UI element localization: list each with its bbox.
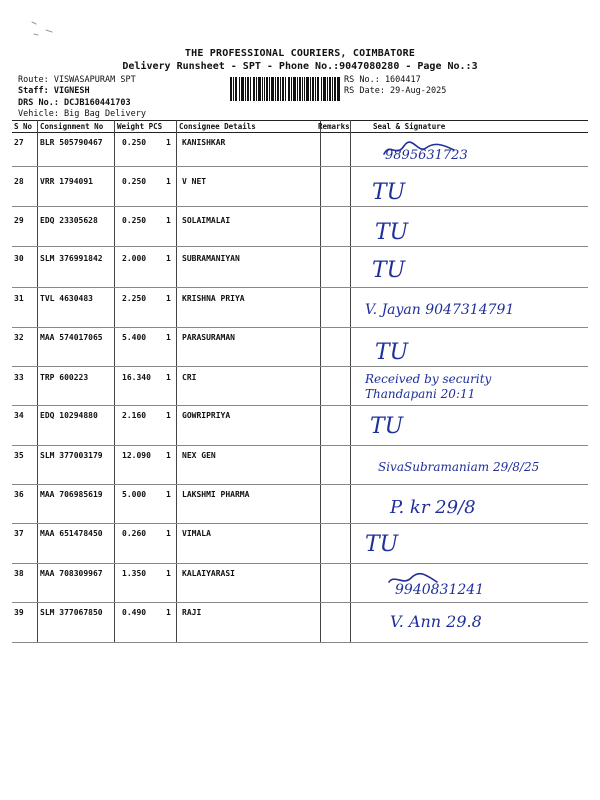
row-consignee: NEX GEN bbox=[182, 451, 216, 460]
signature-row-36: P. kr 29/8 bbox=[390, 497, 476, 518]
signature-scribble-icon bbox=[385, 570, 445, 588]
signature-row-32: TU bbox=[375, 340, 409, 365]
company-title: THE PROFESSIONAL COURIERS, COIMBATORE bbox=[184, 48, 416, 59]
row-separator bbox=[12, 287, 588, 288]
row-pcs: 1 bbox=[166, 294, 171, 303]
row-consignee: KRISHNA PRIYA bbox=[182, 294, 245, 303]
row-consignment: TRP 600223 bbox=[40, 373, 89, 382]
row-weight: 0.250 bbox=[122, 216, 147, 225]
row-separator bbox=[12, 642, 588, 643]
row-sno: 36 bbox=[14, 490, 24, 499]
col-header-sno: S No bbox=[14, 122, 33, 131]
row-weight: 0.490 bbox=[122, 608, 147, 617]
table-header-border bbox=[12, 132, 588, 133]
row-weight: 0.250 bbox=[122, 138, 147, 147]
row-weight: 0.260 bbox=[122, 529, 147, 538]
row-separator bbox=[12, 602, 588, 603]
row-weight: 5.400 bbox=[122, 333, 147, 342]
row-pcs: 1 bbox=[166, 254, 171, 263]
row-consignment: MAA 708309967 bbox=[40, 569, 103, 578]
row-separator bbox=[12, 445, 588, 446]
row-sno: 37 bbox=[14, 529, 24, 538]
row-sno: 31 bbox=[14, 294, 24, 303]
scan-artifact-icon bbox=[28, 18, 58, 40]
row-consignee: RAJI bbox=[182, 608, 202, 617]
route-label: Route: VISWASAPURAM SPT bbox=[18, 75, 136, 85]
row-pcs: 1 bbox=[166, 529, 171, 538]
row-consignment: MAA 651478450 bbox=[40, 529, 103, 538]
row-sno: 32 bbox=[14, 333, 24, 342]
row-consignee: SUBRAMANIYAN bbox=[182, 254, 240, 263]
row-pcs: 1 bbox=[166, 608, 171, 617]
row-separator bbox=[12, 206, 588, 207]
row-weight: 2.160 bbox=[122, 411, 147, 420]
row-separator bbox=[12, 484, 588, 485]
row-consignment: VRR 1794091 bbox=[40, 177, 93, 186]
row-separator bbox=[12, 523, 588, 524]
row-sno: 39 bbox=[14, 608, 24, 617]
col-header-consignment: Consignment No bbox=[40, 122, 104, 131]
row-separator bbox=[12, 166, 588, 167]
row-consignment: BLR 505790467 bbox=[40, 138, 103, 147]
signature-row-38: 9940831241 bbox=[395, 582, 485, 598]
staff-label: Staff: VIGNESH bbox=[18, 86, 90, 96]
row-consignment: MAA 574017065 bbox=[40, 333, 103, 342]
row-consignee: KANISHKAR bbox=[182, 138, 226, 147]
row-pcs: 1 bbox=[166, 138, 171, 147]
signature-row-30: TU bbox=[372, 258, 406, 283]
row-consignee: SOLAIMALAI bbox=[182, 216, 231, 225]
row-sno: 30 bbox=[14, 254, 24, 263]
drs-label: DRS No.: DCJB160441703 bbox=[18, 98, 131, 108]
row-pcs: 1 bbox=[166, 333, 171, 342]
row-weight: 5.000 bbox=[122, 490, 147, 499]
signature-row-33: Received by security Thandapani 20:11 bbox=[365, 372, 492, 401]
row-consignment: SLM 376991842 bbox=[40, 254, 103, 263]
row-consignee: PARASURAMAN bbox=[182, 333, 235, 342]
row-consignment: SLM 377003179 bbox=[40, 451, 103, 460]
row-sno: 28 bbox=[14, 177, 24, 186]
row-consignment: SLM 377067850 bbox=[40, 608, 103, 617]
row-weight: 1.350 bbox=[122, 569, 147, 578]
row-pcs: 1 bbox=[166, 451, 171, 460]
signature-row-34: TU bbox=[370, 414, 404, 439]
rs-no-label: RS No.: 1604417 bbox=[344, 75, 421, 85]
signature-row-27: 9895631723 bbox=[385, 148, 468, 163]
row-consignee: KALAIYARASI bbox=[182, 569, 235, 578]
runsheet-subtitle: Delivery Runsheet - SPT - Phone No.:9047080280 - Page No.:3 bbox=[122, 61, 478, 72]
row-sno: 27 bbox=[14, 138, 24, 147]
signature-row-28: TU bbox=[372, 180, 406, 205]
signature-scribble-icon bbox=[380, 140, 460, 160]
row-consignee: VIMALA bbox=[182, 529, 211, 538]
signature-row-35: SivaSubramaniam 29/8/25 bbox=[378, 460, 540, 474]
row-consignee: LAKSHMI PHARMA bbox=[182, 490, 250, 499]
row-consignment: EDQ 10294880 bbox=[40, 411, 98, 420]
row-separator bbox=[12, 563, 588, 564]
row-weight: 16.340 bbox=[122, 373, 151, 382]
rs-date-label: RS Date: 29-Aug-2025 bbox=[344, 86, 447, 96]
table-top-border bbox=[12, 120, 588, 121]
row-pcs: 1 bbox=[166, 373, 171, 382]
row-separator bbox=[12, 327, 588, 328]
row-consignee: V NET bbox=[182, 177, 207, 186]
vehicle-label: Vehicle: Big Bag Delivery bbox=[18, 109, 146, 119]
col-header-remarks: Remarks bbox=[318, 122, 350, 131]
row-separator bbox=[12, 366, 588, 367]
row-consignment: MAA 706985619 bbox=[40, 490, 103, 499]
row-sno: 34 bbox=[14, 411, 24, 420]
row-pcs: 1 bbox=[166, 490, 171, 499]
signature-row-29: TU bbox=[375, 220, 409, 245]
row-separator bbox=[12, 246, 588, 247]
signature-row-31: V. Jayan 9047314791 bbox=[365, 302, 515, 318]
row-sno: 38 bbox=[14, 569, 24, 578]
barcode-image bbox=[230, 77, 340, 101]
signature-row-37: TU bbox=[365, 532, 399, 557]
row-weight: 2.250 bbox=[122, 294, 147, 303]
row-consignee: GOWRIPRIYA bbox=[182, 411, 231, 420]
col-header-weight-pcs: Weight PCS bbox=[117, 122, 163, 131]
col-header-seal: Seal & Signature bbox=[373, 122, 446, 131]
row-sno: 35 bbox=[14, 451, 24, 460]
row-consignment: TVL 4630483 bbox=[40, 294, 93, 303]
row-sno: 29 bbox=[14, 216, 24, 225]
signature-row-39: V. Ann 29.8 bbox=[390, 612, 482, 631]
row-weight: 12.090 bbox=[122, 451, 151, 460]
row-sno: 33 bbox=[14, 373, 24, 382]
row-pcs: 1 bbox=[166, 177, 171, 186]
row-pcs: 1 bbox=[166, 569, 171, 578]
col-header-consignee: Consignee Details bbox=[179, 122, 256, 131]
row-weight: 0.250 bbox=[122, 177, 147, 186]
row-pcs: 1 bbox=[166, 216, 171, 225]
row-consignee: CRI bbox=[182, 373, 197, 382]
row-consignment: EDQ 23305628 bbox=[40, 216, 98, 225]
row-weight: 2.000 bbox=[122, 254, 147, 263]
row-pcs: 1 bbox=[166, 411, 171, 420]
row-separator bbox=[12, 405, 588, 406]
